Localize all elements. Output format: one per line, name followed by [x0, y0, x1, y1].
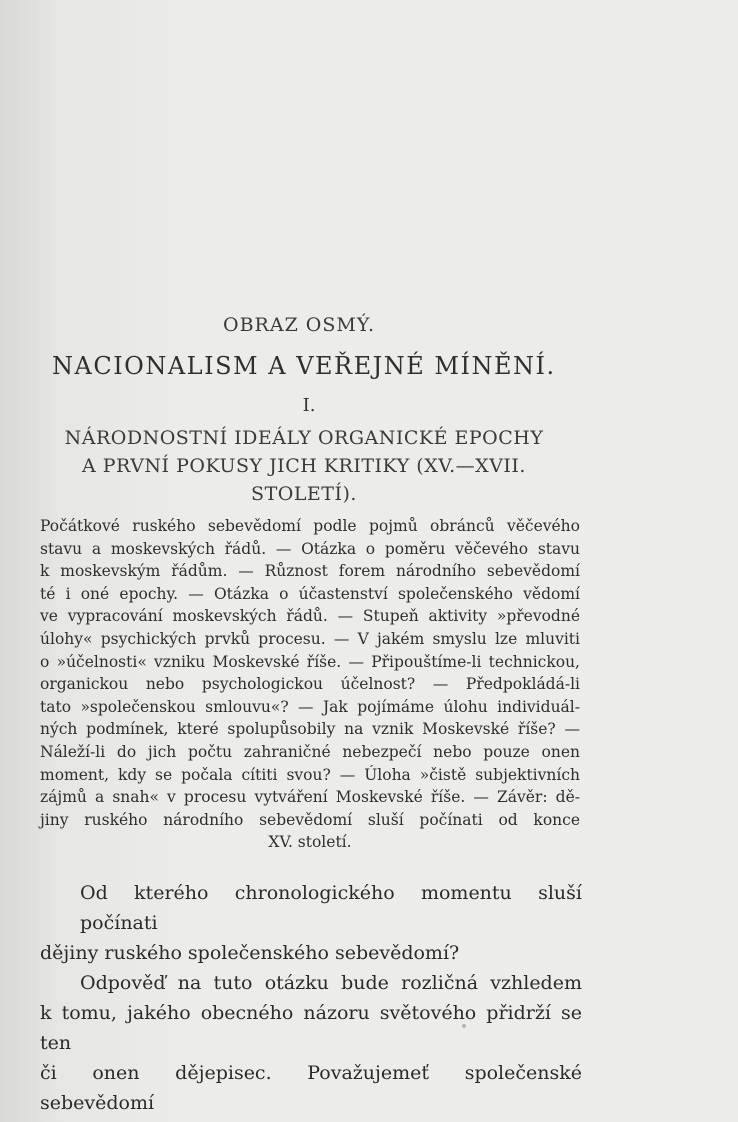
- section-title-line: A PRVNÍ POKUSY JICH KRITIKY (XV.—XVII.: [82, 455, 526, 477]
- chapter-summary: [40, 515, 580, 854]
- section-title-line: STOLETÍ).: [251, 483, 357, 505]
- chapter-title: NACIONALISM A VEŘEJNÉ MÍNĚNÍ.: [52, 352, 556, 380]
- summary-line: zájmů a snah« v procesu vytváření Moskevské říše. — Závěr: dě-: [40, 788, 580, 807]
- summary-line: Náleží-li do jich počtu zahraničné nebezpečí nebo pouze onen: [40, 742, 580, 761]
- body-line: či onen dějepisec. Považujemeť společenské sebevědomí: [40, 1062, 582, 1114]
- summary-line: ných podmínek, které spolupůsobily na vznik Moskevské říše? —: [40, 720, 580, 739]
- summary-line: té i oné epochy. — Otázka o účastenství společenského vědomí: [40, 584, 580, 603]
- summary-line: tato »společenskou smlouvu«? — Jak pojímáme úlohu individuál-: [40, 697, 580, 716]
- section-title-line: NÁRODNOSTNÍ IDEÁLY ORGANICKÉ EPOCHY: [64, 427, 544, 449]
- section-title: [30, 424, 578, 508]
- summary-line: o »účelnosti« vzniku Moskevské říše. — Připouštíme-li technickou,: [40, 652, 580, 671]
- summary-line: XV. století.: [268, 833, 352, 852]
- body-line: k tomu, jakého obecného názoru světového přidrží se ten: [40, 1002, 582, 1054]
- section-number: I.: [302, 395, 316, 416]
- summary-line: moment, kdy se počala cítiti svou? — Úloha »čistě subjektivních: [40, 765, 580, 784]
- body-line: Od kterého chronologického momentu sluší počínati: [80, 882, 582, 934]
- body-line: Odpověď na tuto otázku bude rozličná vzhledem: [80, 972, 582, 994]
- summary-line: Počátkové ruského sebevědomí podle pojmů obránců věčevého: [40, 517, 580, 535]
- summary-line: úlohy« psychických prvků procesu. — V jakém smyslu lze mluviti: [40, 629, 580, 648]
- summary-line: jiny ruského národního sebevědomí sluší počínati od konce: [40, 810, 580, 829]
- summary-line: organickou nebo psychologickou účelnost? — Předpokládá-li: [40, 675, 580, 694]
- body-text: [40, 878, 582, 1118]
- summary-line: stavu a moskevských řádů. — Otázka o poměru věčevého stavu: [40, 539, 580, 558]
- chapter-kind: OBRAZ OSMÝ.: [223, 314, 375, 336]
- summary-line: ve vypracování moskevských řádů. — Stupeň aktivity »převodné: [40, 607, 580, 626]
- body-line: dějiny ruského společenského sebevědomí?: [40, 942, 460, 964]
- print-speck: [462, 1024, 466, 1028]
- summary-line: k moskevským řádům. — Různost forem národního sebevědomí: [40, 562, 580, 581]
